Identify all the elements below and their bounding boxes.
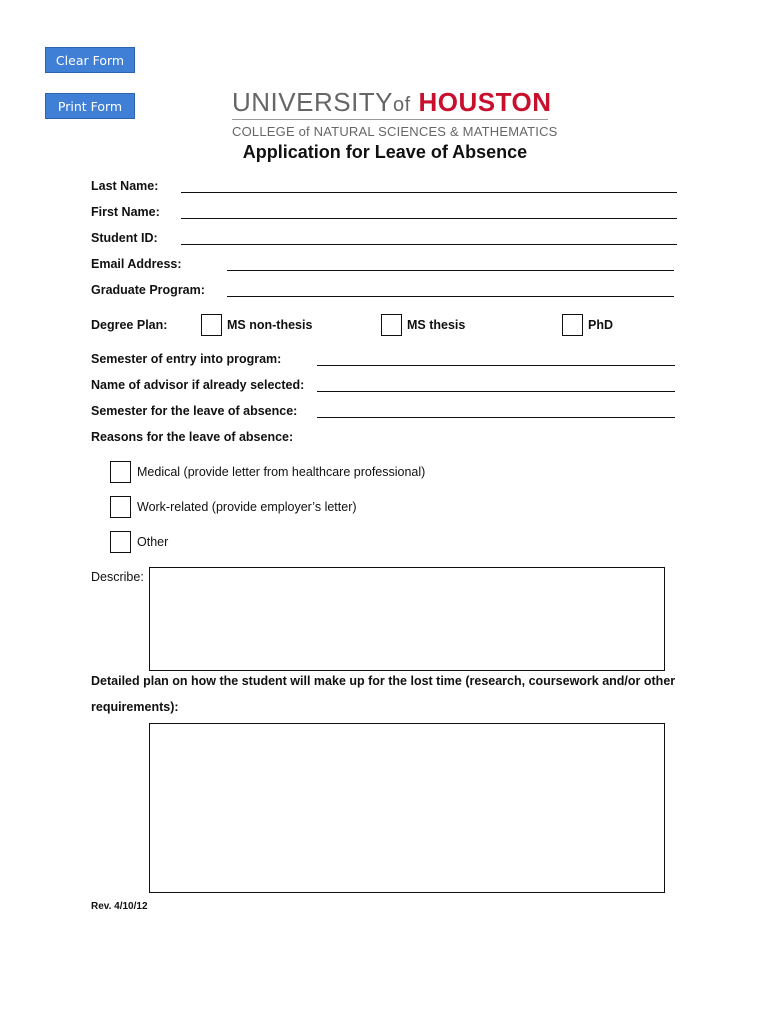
medical-checkbox[interactable]: [110, 461, 131, 483]
advisor-field[interactable]: [317, 391, 675, 392]
ms-non-thesis-label: MS non-thesis: [227, 318, 313, 332]
phd-checkbox[interactable]: [562, 314, 583, 336]
print-form-button[interactable]: Print Form: [45, 93, 135, 119]
logo-of: of: [393, 94, 411, 116]
semester-entry-label: Semester of entry into program:: [91, 352, 282, 366]
email-label: Email Address:: [91, 257, 182, 271]
graduate-program-label: Graduate Program:: [91, 283, 205, 297]
logo-divider: [232, 119, 548, 120]
logo-college: COLLEGE of NATURAL SCIENCES & MATHEMATICS: [232, 124, 558, 139]
logo-houston: HOUSTON: [418, 87, 552, 117]
logo-university: UNIVERSITY: [232, 87, 394, 117]
medical-label: Medical (provide letter from healthcare professional): [137, 465, 426, 479]
plan-textarea[interactable]: [149, 723, 665, 893]
plan-label-line2: requirements):: [91, 700, 179, 714]
first-name-field[interactable]: [181, 218, 677, 219]
graduate-program-field[interactable]: [227, 296, 674, 297]
other-label: Other: [137, 535, 169, 549]
ms-thesis-checkbox[interactable]: [381, 314, 402, 336]
last-name-field[interactable]: [181, 192, 677, 193]
first-name-label: First Name:: [91, 205, 160, 219]
semester-entry-field[interactable]: [317, 365, 675, 366]
work-related-checkbox[interactable]: [110, 496, 131, 518]
form-title: Application for Leave of Absence: [242, 142, 528, 162]
clear-form-button[interactable]: Clear Form: [45, 47, 135, 73]
student-id-label: Student ID:: [91, 231, 158, 245]
ms-thesis-label: MS thesis: [407, 318, 466, 332]
student-id-field[interactable]: [181, 244, 677, 245]
work-related-label: Work-related (provide employer’s letter): [137, 500, 357, 514]
reasons-label: Reasons for the leave of absence:: [91, 430, 294, 444]
ms-non-thesis-checkbox[interactable]: [201, 314, 222, 336]
semester-leave-label: Semester for the leave of absence:: [91, 404, 298, 418]
revision-note: Rev. 4/10/12: [91, 901, 148, 912]
email-field[interactable]: [227, 270, 674, 271]
describe-label: Describe:: [91, 570, 144, 584]
advisor-label: Name of advisor if already selected:: [91, 378, 305, 392]
describe-textarea[interactable]: [149, 567, 665, 671]
university-logo: [232, 87, 558, 139]
last-name-label: Last Name:: [91, 179, 159, 193]
phd-label: PhD: [588, 318, 613, 332]
semester-leave-field[interactable]: [317, 417, 675, 418]
plan-label-line1: Detailed plan on how the student will make up for the lost time (research, coursework and/or other: [91, 674, 676, 688]
degree-plan-label: Degree Plan:: [91, 318, 168, 332]
logo-wordmark: [232, 88, 552, 119]
other-checkbox[interactable]: [110, 531, 131, 553]
